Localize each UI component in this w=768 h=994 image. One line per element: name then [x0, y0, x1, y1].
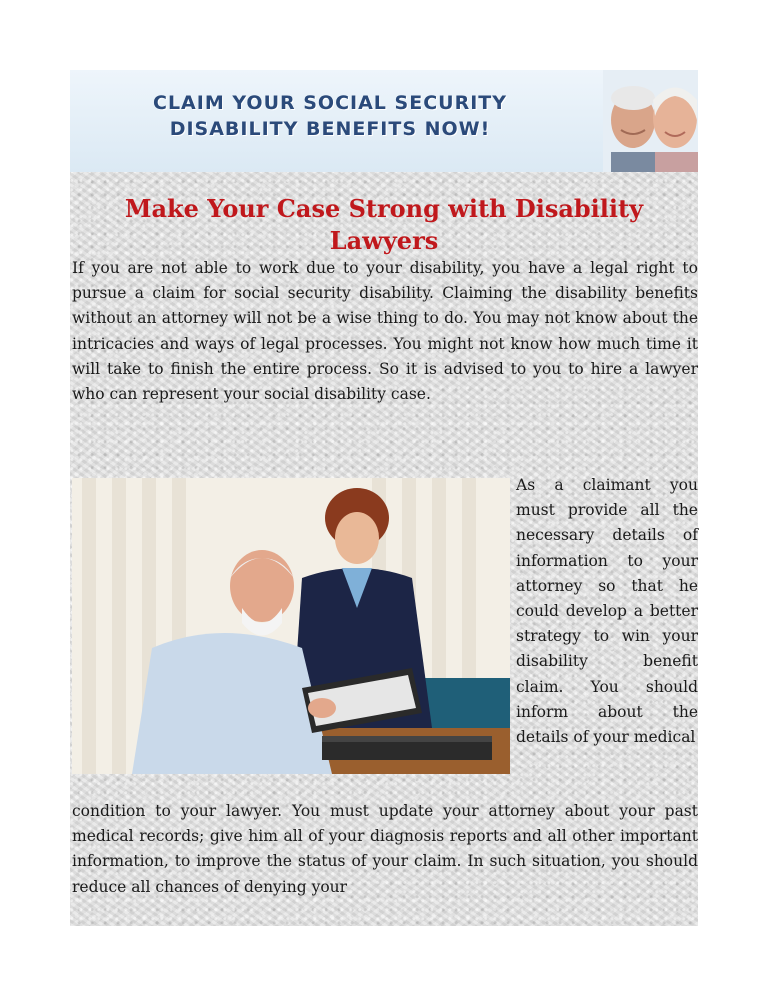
- continued-paragraph: condition to your lawyer. You must update your attorney about your past medical records; give him all of your diagnosis reports and all other important information, to improve the status of your claim. In such situation, you should reduce all chances of denying your: [72, 802, 698, 896]
- side-paragraph: As a claimant you must provide all the necessary details of information to your attorney so that he could develop a better strategy to win your disability benefit claim. You should inform about the details of your medical: [516, 476, 698, 747]
- banner-headline: [90, 90, 570, 142]
- page-title: Make Your Case Strong with Disability Lawyers: [124, 194, 644, 255]
- banner-line-1: CLAIM YOUR SOCIAL SECURITY: [153, 92, 507, 114]
- banner-line-2: DISABILITY BENEFITS NOW!: [169, 118, 491, 140]
- intro-paragraph: If you are not able to work due to your disability, you have a legal right to pursue a claim for social security disability. Claiming the disability benefits without an attorney will not be a wise thing to do. You may not know about the intricacies and ways of legal processes. You might not know how much time it will take to finish the entire process. So it is advised to you to hire a lawyer who can represent your social disability case.: [72, 259, 698, 404]
- lawyer-client-photo: [72, 478, 510, 774]
- elderly-couple-photo: [603, 70, 698, 172]
- header-banner: [70, 70, 698, 172]
